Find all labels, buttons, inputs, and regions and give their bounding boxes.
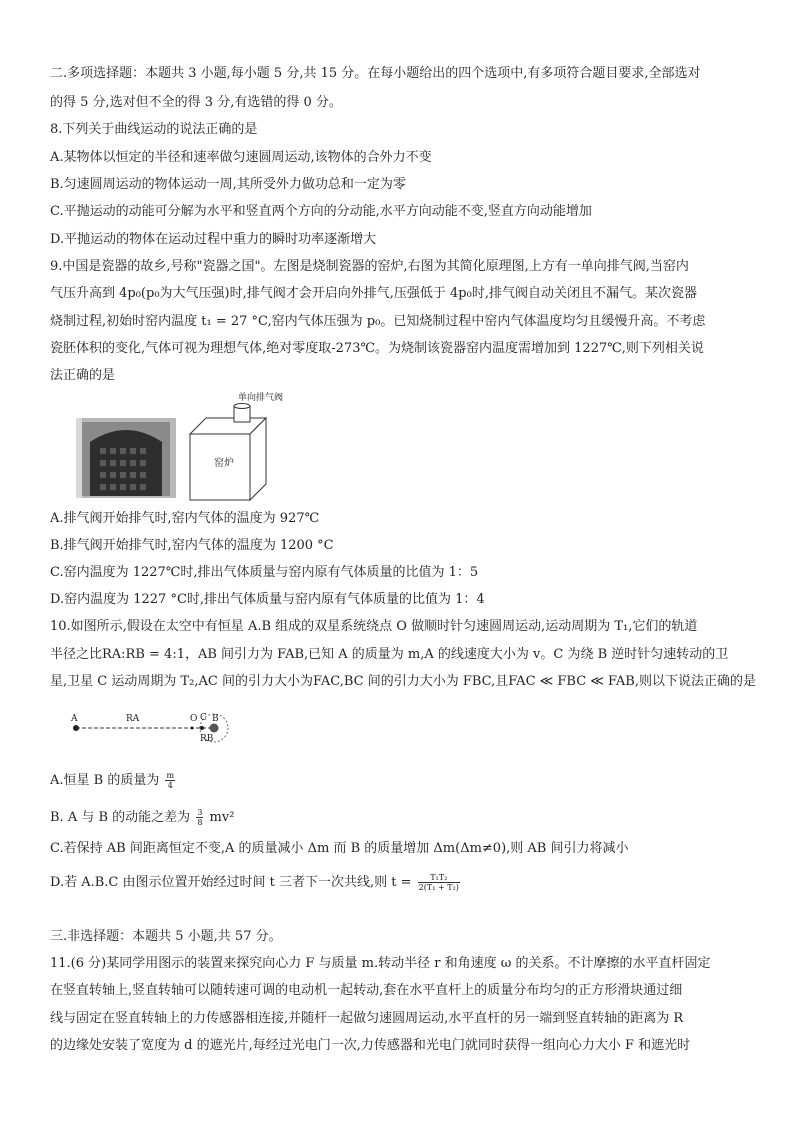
fig-label-ra: RA — [126, 714, 140, 724]
q9-option-b: B.排气阀开始排气时,窑内气体的温度为 1200 °C — [50, 538, 334, 553]
fig-label-a: A — [71, 714, 78, 724]
q10-option-a-numerator: m — [166, 771, 175, 780]
q8-stem: 8.下列关于曲线运动的说法正确的是 — [50, 122, 258, 137]
q9-stem-line3: 烧制过程,初始时窑内温度 t₁ = 27 °C,窑内气体压强为 p₀。已知烧制过程中窑内气体温度均匀且缓慢升高。不考虑 — [50, 314, 706, 329]
q11-stem-line2: 在竖直转轴上,竖直转轴可以随转速可调的电动机一起转动,套在水平直杆上的质量分布均匀的正方形滑块通过细 — [50, 983, 683, 998]
q9-stem-line1: 9.中国是瓷器的故乡,号称"瓷器之国"。左图是烧制瓷器的窑炉,右图为其简化原理图,上方有一单向排气阀,当窑内 — [50, 259, 689, 274]
q10-option-c: C.若保持 AB 间距离恒定不变,A 的质量减小 Δm 而 B 的质量增加 Δm(Δm≠0),则 AB 间引力将减小 — [50, 841, 629, 856]
fig-label-rb: RB — [200, 734, 214, 744]
q11-stem-line1: 11.(6 分)某同学用图示的装置来探究向心力 F 与质量 m.转动半径 r 和角速度 ω 的关系。不计摩擦的水平直杆固定 — [50, 956, 711, 971]
q10-option-b-text: B. A 与 B 的动能之差为 — [50, 810, 191, 825]
q10-option-d-denominator: 2(T₁ + T₂) — [418, 883, 459, 892]
section2-header-line1: 二.多项选择题：本题共 3 小题,每小题 5 分,共 15 分。在每小题给出的四个选项中,有多项符合题目要求,全部选对 — [50, 66, 701, 81]
section3-header: 三.非选择题：本题共 5 小题,共 57 分。 — [50, 929, 282, 944]
q10-option-b — [50, 808, 234, 827]
q10-option-d-text: D.若 A.B.C 由图示位置开始经过时间 t 三者下一次共线,则 t = — [50, 875, 412, 890]
q9-option-c: C.窑内温度为 1227℃时,排出气体质量与窑内原有气体质量的比值为 1：5 — [50, 565, 479, 580]
section2-header-line2: 的得 5 分,选对但不全的得 3 分,有选错的得 0 分。 — [50, 95, 342, 110]
q8-option-d: D.平抛运动的物体在运动过程中重力的瞬时功率逐渐增大 — [50, 232, 377, 247]
q10-option-d-fraction — [418, 873, 460, 892]
q10-option-a-denominator: 4 — [167, 781, 173, 790]
q10-option-b-suffix: mv² — [209, 810, 235, 825]
q10-option-d-numerator: T₁T₂ — [418, 873, 460, 883]
q10-option-b-fraction — [196, 808, 203, 827]
q11-stem-line3: 线与固定在竖直转轴上的力传感器相连接,并随杆一起做匀速圆周运动,水平直杆的另一端到竖直转轴的距离为 R — [50, 1011, 684, 1026]
q9-stem-line2: 气压升高到 4p₀(p₀为大气压强)时,排气阀才会开启向外排气,压强低于 4p₀时,排气阀自动关闭且不漏气。某次瓷器 — [50, 286, 697, 301]
q10-option-b-denominator: 8 — [197, 818, 203, 827]
q8-option-c: C.平抛运动的动能可分解为水平和竖直两个方向的分动能,水平方向动能不变,竖直方向动能增加 — [50, 204, 592, 219]
q8-option-a: A.某物体以恒定的半径和速率做匀速圆周运动,该物体的合外力不变 — [50, 150, 432, 165]
q10-stem-line1: 10.如图所示,假设在太空中有恒星 A.B 组成的双星系统绕点 O 做顺时针匀速圆周运动,运动周期为 T₁,它们的轨道 — [50, 619, 698, 634]
q9-stem-line5: 法正确的是 — [50, 368, 116, 383]
q10-option-b-numerator: 3 — [197, 808, 203, 817]
q10-stem-line2: 半径之比RA:RB = 4:1，AB 间引力为 FAB,已知 A 的质量为 m,A 的线速度大小为 v。C 为绕 B 逆时针匀速转动的卫 — [50, 647, 729, 662]
fig-label-b: B — [212, 714, 219, 724]
q8-option-b: B.匀速圆周运动的物体运动一周,其所受外力做功总和一定为零 — [50, 177, 406, 192]
q11-stem-line4: 的边缘处安装了宽度为 d 的遮光片,每经过光电门一次,力传感器和光电门就同时获得一组向心力大小 F 和遮光时 — [50, 1038, 691, 1053]
q10-option-d — [50, 873, 462, 892]
q9-option-d: D.窑内温度为 1227 °C时,排出气体质量与窑内原有气体质量的比值为 1：4 — [50, 592, 485, 607]
q10-option-a-fraction — [165, 771, 175, 790]
q10-option-a — [50, 771, 177, 790]
q10-option-a-text: A.恒星 B 的质量为 — [50, 773, 160, 788]
q9-kiln-figure — [68, 390, 328, 502]
fig-label-o: O — [190, 714, 198, 724]
q10-stem-line3: 星,卫星 C 运动周期为 T₂,AC 间的引力大小为FAC,BC 间的引力大小为 FBC,且FAC ≪ FBC ≪ FAB,则以下说法正确的是 — [50, 674, 756, 689]
q9-stem-line4: 瓷胚体积的变化,气体可视为理想气体,绝对零度取-273℃。为烧制该瓷器窑内温度需增加到 1227℃,则下列相关说 — [50, 341, 704, 356]
q9-option-a: A.排气阀开始排气时,窑内气体的温度为 927℃ — [50, 511, 320, 526]
fig-label-c: C — [200, 713, 207, 723]
kiln-label: 窑炉 — [214, 458, 234, 469]
kiln-photo — [76, 418, 176, 498]
valve-label: 单向排气阀 — [238, 393, 284, 403]
kiln-schematic — [190, 404, 266, 501]
